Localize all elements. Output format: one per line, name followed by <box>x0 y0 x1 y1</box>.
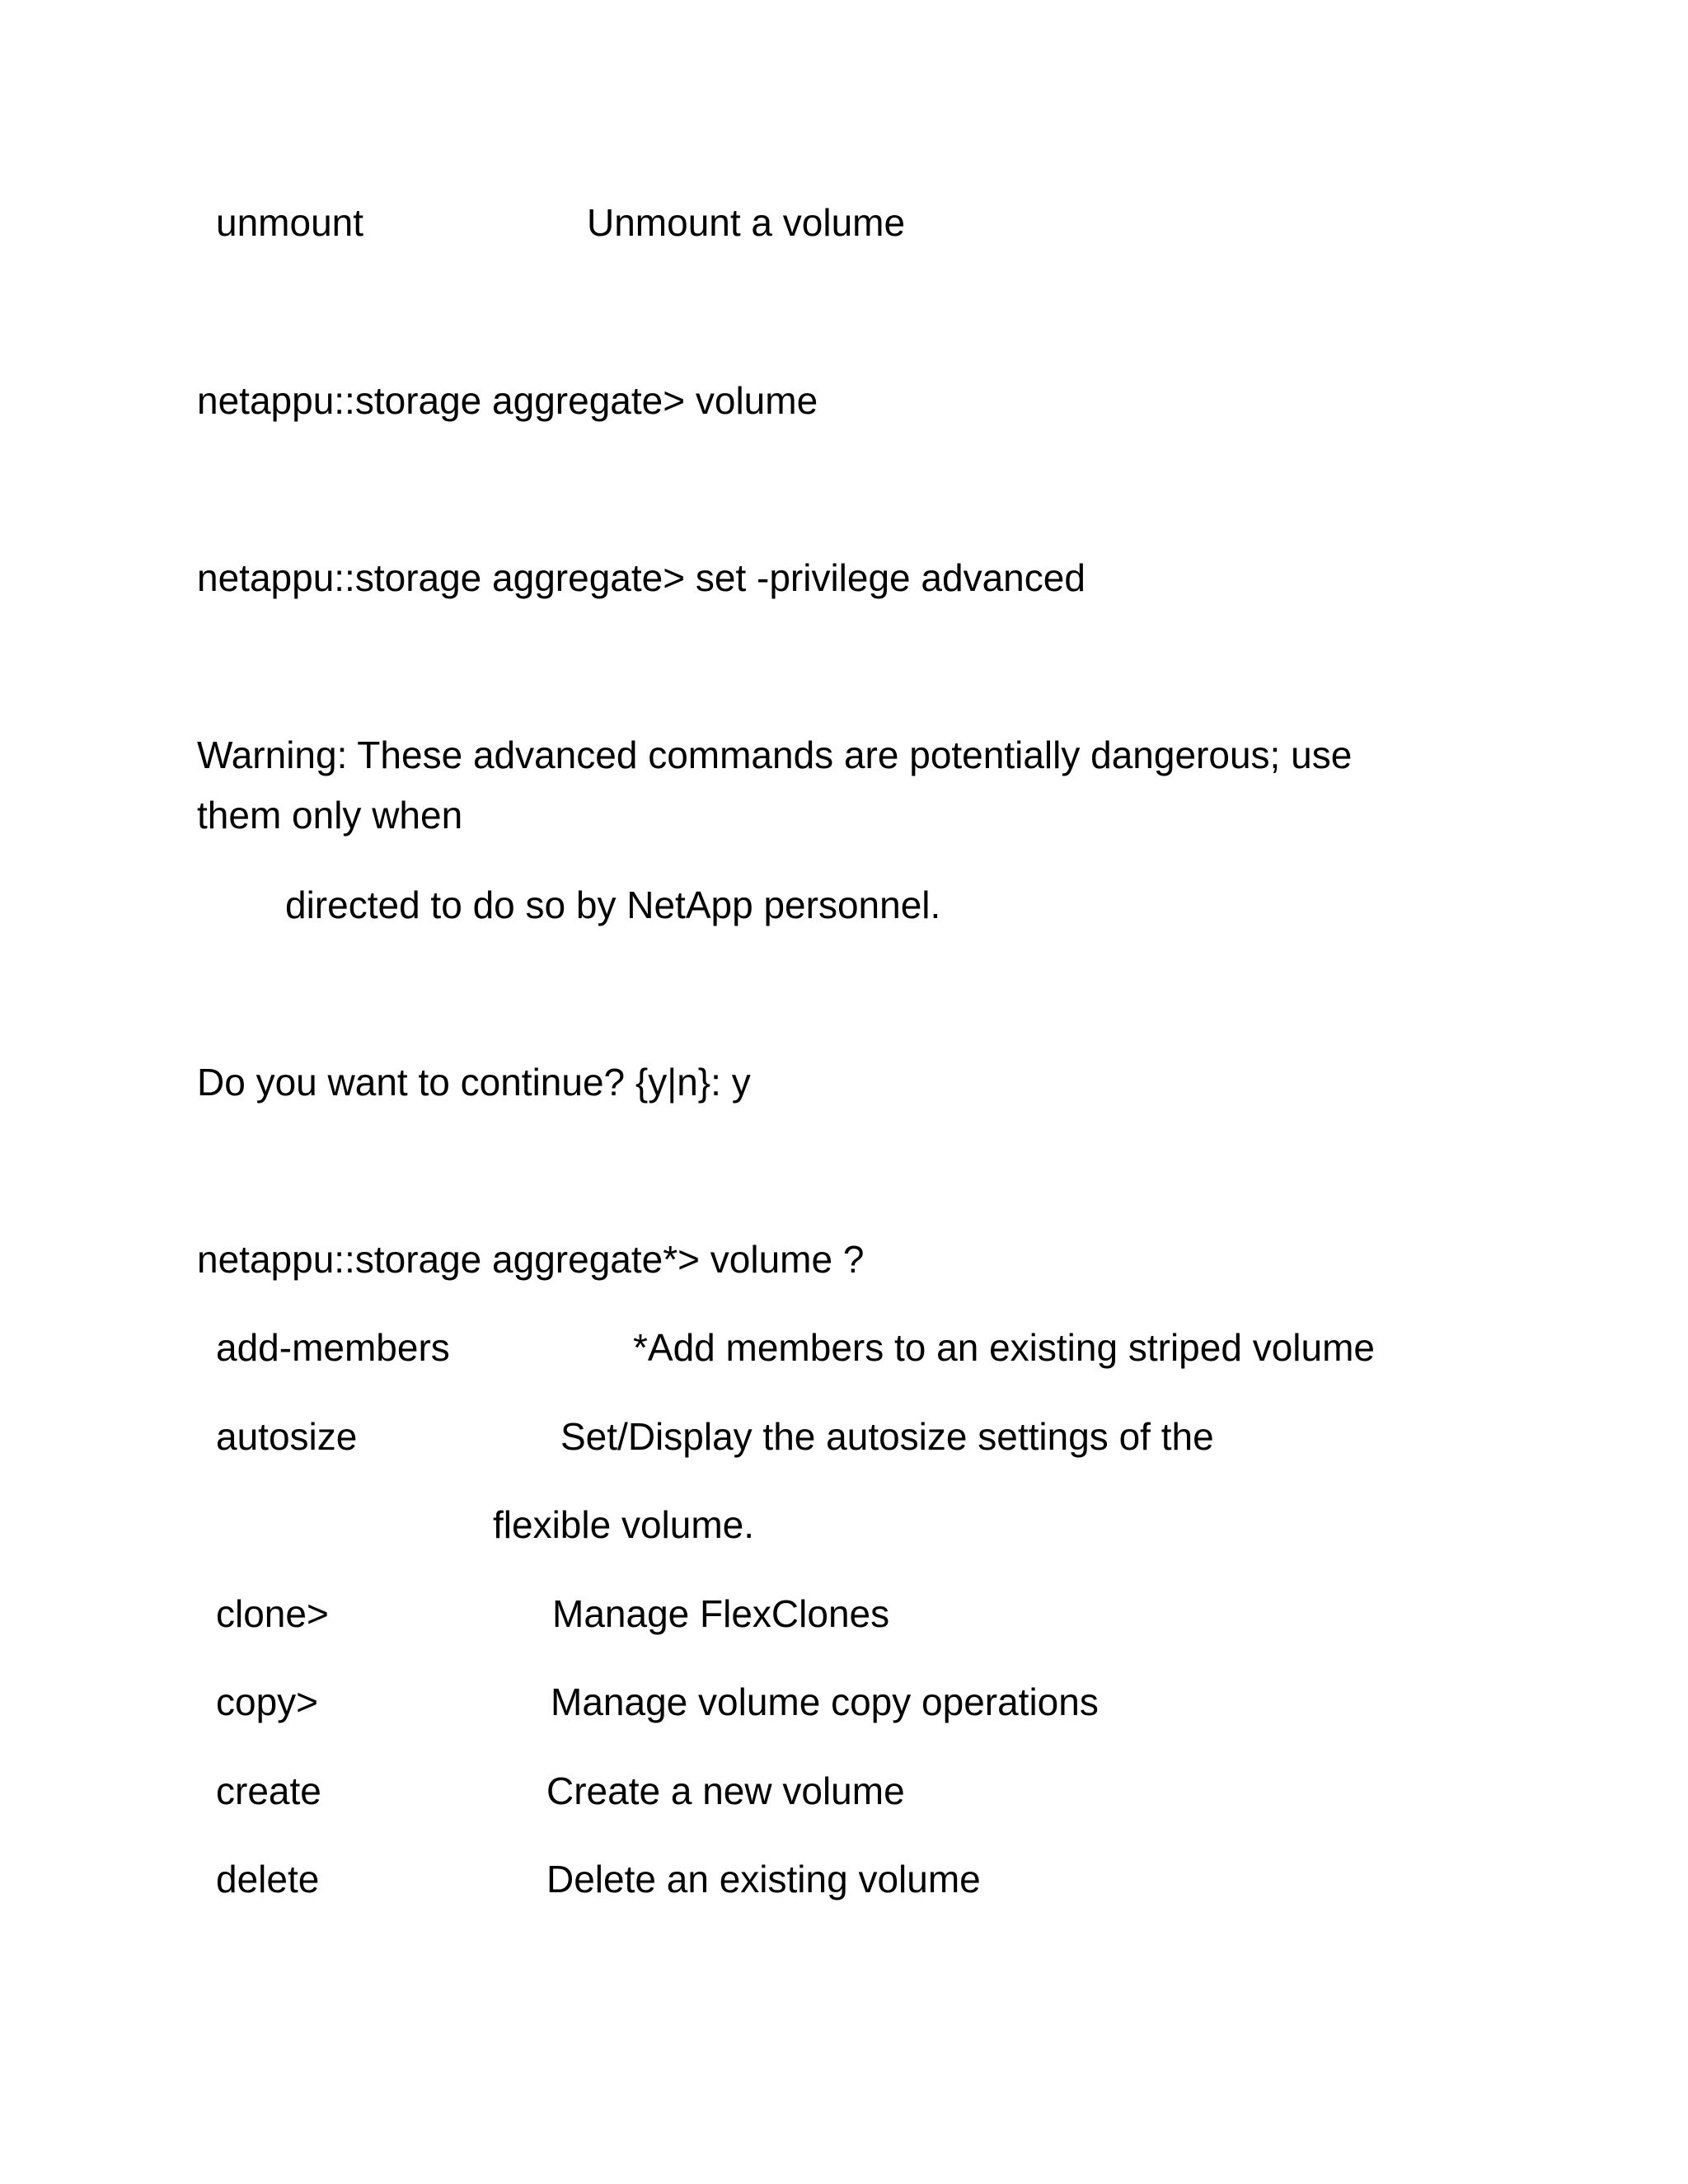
command-unmount: unmount <box>216 201 364 244</box>
prompt-volume-help: netappu::storage aggregate*> volume ? <box>197 1238 865 1281</box>
command-autosize: autosize <box>216 1415 358 1458</box>
command-clone-description: Manage FlexClones <box>552 1592 890 1635</box>
command-autosize-description: Set/Display the autosize settings of the <box>560 1415 1214 1458</box>
command-clone: clone> <box>216 1592 329 1635</box>
continue-confirmation: Do you want to continue? {y|n}: y <box>197 1061 751 1104</box>
warning-line-2: them only when <box>197 794 463 837</box>
command-create-description: Create a new volume <box>546 1769 905 1812</box>
warning-line-1: Warning: These advanced commands are potentially dangerous; use <box>197 733 1353 776</box>
command-unmount-description: Unmount a volume <box>587 201 906 244</box>
command-delete-description: Delete an existing volume <box>546 1858 981 1900</box>
warning-line-3: directed to do so by NetApp personnel. <box>285 883 941 926</box>
command-autosize-description-continued: flexible volume. <box>493 1503 755 1546</box>
prompt-volume: netappu::storage aggregate> volume <box>197 379 818 422</box>
command-delete: delete <box>216 1858 320 1900</box>
command-add-members-description: *Add members to an existing striped volume <box>633 1326 1375 1369</box>
command-copy: copy> <box>216 1680 319 1723</box>
command-copy-description: Manage volume copy operations <box>551 1680 1099 1723</box>
prompt-set-privilege: netappu::storage aggregate> set -privilege advanced <box>197 556 1085 599</box>
command-add-members: add-members <box>216 1326 450 1369</box>
command-create: create <box>216 1769 321 1812</box>
